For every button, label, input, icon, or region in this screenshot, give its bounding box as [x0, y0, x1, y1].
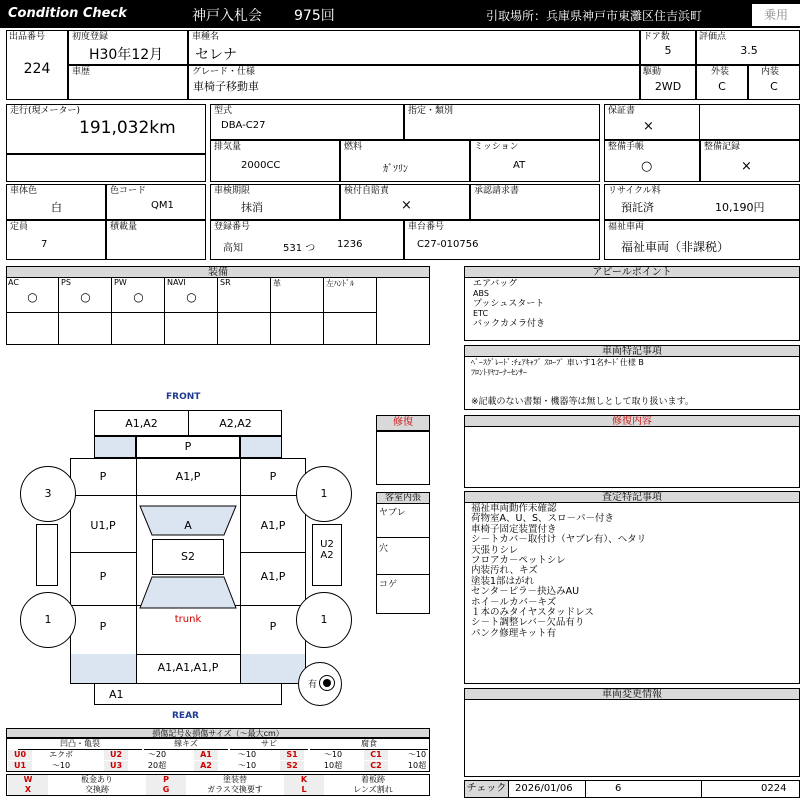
doors-value: 5: [664, 44, 672, 57]
score-box: [696, 30, 800, 65]
inspector-line: ホイ－ルカバ－キズ: [471, 596, 557, 608]
legend-code: A1: [194, 750, 218, 760]
recycle-status: 預託済: [621, 201, 654, 214]
equipment-value: ○: [27, 290, 38, 304]
grade-value: 車椅子移動車: [193, 80, 259, 93]
equipment-title: 装備: [6, 266, 430, 278]
designation-label: 指定・類別: [408, 106, 454, 116]
interior-row-tear: ヤブレ: [379, 508, 406, 518]
quarter-right-code: P: [269, 620, 277, 633]
capacity-value: 7: [41, 239, 48, 250]
taillight-left: [71, 654, 136, 683]
welfare-value: 福祉車両（非課税）: [621, 240, 730, 254]
fuel-value: ｶﾞｿﾘﾝ: [383, 164, 408, 175]
plate-class: 531 つ: [283, 243, 316, 254]
legend-code: G: [146, 785, 186, 795]
chassis-label: 車台番号: [408, 222, 445, 232]
tire-rear-left: [20, 592, 76, 648]
body-line: [70, 552, 136, 553]
legend-code: X: [8, 785, 48, 795]
side-panel-left: [36, 524, 58, 586]
reg-label: 初度登録: [72, 32, 109, 42]
equipment-column: [218, 277, 271, 345]
inspector-line: センタ－ピラ－抉込みAU: [471, 586, 580, 598]
seat-code: S2: [181, 550, 195, 563]
repair-title: 修復: [376, 415, 430, 431]
taillight-right: [241, 654, 305, 683]
capacity-box: [6, 220, 106, 260]
chassis-value: C27-010756: [417, 239, 479, 250]
legend-code: K: [284, 775, 324, 785]
legend-desc: ～10: [323, 750, 343, 759]
manual-label: 整備手帳: [608, 142, 645, 152]
equipment-label: NAVI: [167, 278, 186, 287]
chassis-box: [404, 220, 600, 260]
model-box: [188, 30, 640, 65]
legend-desc: ～10: [407, 750, 427, 759]
spare-tire-code: 有: [308, 680, 318, 690]
door-front-right-code: A1,P: [260, 519, 286, 532]
legend-group: 線キズ: [144, 739, 228, 750]
rear-bumper-code: A1,A1,A1,P: [157, 661, 219, 674]
legend-desc: 塗装替: [223, 775, 247, 784]
check-code: 0224: [761, 783, 787, 794]
inspector-line: フロアカ－ペットシレ: [471, 555, 566, 566]
legend-title: 損傷記号＆損傷サイズ（～最大cm）: [6, 728, 430, 738]
type-label: 型式: [214, 106, 233, 116]
color-box: [6, 184, 106, 220]
legend-code: A2: [194, 761, 218, 771]
inspector-line: 福祉車両動作未確認: [471, 503, 557, 514]
legend-code: U1: [8, 761, 32, 771]
inspection-label: 車検期限: [214, 186, 251, 196]
insurance-label: 検付自賠責: [344, 186, 390, 196]
roof-code: A: [184, 519, 192, 532]
inspection-value: 抹消: [241, 201, 263, 214]
inspector-box: [464, 502, 800, 684]
plate-area: 高知: [223, 243, 243, 254]
appeal-line: ABS: [473, 289, 489, 298]
special-line: ﾍﾞｰｽｸﾞﾚｰﾄﾞ:ﾁｪｱｷｬﾌﾞ ｽﾛｰﾌﾟ 車いす1名ｻｰﾄﾞ仕様 B: [471, 358, 644, 367]
quarter-left-code: P: [99, 620, 107, 633]
colorcode-label: 色コード: [110, 186, 147, 196]
int-box: [748, 65, 800, 100]
reg-box: [68, 30, 188, 65]
legend-code: S2: [280, 761, 304, 771]
warranty-divider: [699, 105, 700, 139]
legend-desc: 10超: [407, 761, 427, 770]
legend-group: サビ: [230, 739, 308, 750]
trunk-label: trunk: [174, 614, 202, 625]
capacity-label: 定員: [10, 222, 29, 232]
inspector-line: パンク修理キット有: [471, 627, 557, 639]
legend-code: L: [284, 785, 324, 795]
doors-box: [640, 30, 696, 65]
equipment-label: PW: [114, 278, 127, 287]
recycle-box: [604, 184, 800, 220]
history-label: 車歴: [72, 67, 91, 77]
welfare-box: [604, 220, 800, 260]
legend-desc: ～20: [147, 750, 167, 759]
tire-front-right-code: 1: [320, 487, 328, 500]
plate-box: [210, 220, 404, 260]
legend-code: U3: [104, 761, 128, 771]
approval-label: 承認請求書: [474, 186, 520, 196]
legend-code: S1: [280, 750, 304, 760]
model-name: セレナ: [195, 47, 237, 63]
body-line: [240, 552, 306, 553]
repair-detail-title: 修復内容: [464, 415, 800, 427]
front-bumper: [94, 410, 282, 436]
equipment-value: ○: [186, 290, 197, 304]
record-box: [700, 140, 800, 182]
legend-desc: 20超: [147, 761, 167, 770]
legend-code: U0: [8, 750, 32, 760]
insurance-value: ×: [401, 198, 412, 213]
legend-group: 凹凸・亀裂: [18, 739, 142, 750]
mission-box: [470, 140, 600, 182]
disp-box: [210, 140, 340, 182]
load-label: 積載量: [110, 222, 138, 232]
legend-code: C1: [364, 750, 388, 760]
model-label: 車種名: [192, 32, 220, 42]
equipment-column: [271, 277, 324, 345]
designation-box: [404, 104, 600, 140]
mileage-label: 走行(現メーター): [10, 106, 81, 116]
front-label: FRONT: [166, 392, 201, 402]
fuel-box: [340, 140, 470, 182]
equipment-column: [112, 277, 165, 345]
disp-label: 排気量: [214, 142, 242, 152]
fender-right-code: P: [269, 470, 277, 483]
lot-number: 224: [23, 61, 51, 77]
drive-label: 駆動: [643, 67, 662, 77]
manual-value: ○: [641, 159, 653, 174]
change-title: 車両変更情報: [464, 688, 800, 700]
legend-code: U2: [104, 750, 128, 760]
inspector-line: １本のみタイヤスタッドレス: [471, 607, 594, 618]
tire-rear-right: [296, 592, 352, 648]
history-box: [68, 65, 188, 100]
inspector-line: 荷物室A、U、S、スロ－パ－付き: [471, 513, 614, 525]
equipment-column: [324, 277, 377, 345]
pickup-location: 引取場所：兵庫県神戸市東灘区住吉浜町: [486, 9, 703, 23]
legend-desc: ガラス交換要す: [207, 785, 263, 794]
insurance-box: [340, 184, 470, 220]
check-number: 6: [615, 783, 622, 794]
legend-group: 腐食: [310, 739, 428, 750]
equipment-label: AC: [8, 278, 19, 287]
legend-code: W: [8, 775, 48, 785]
colorcode-value: QM1: [151, 200, 174, 211]
front-bumper-left-code: A1,A2: [125, 417, 158, 430]
colorcode-box: [106, 184, 206, 220]
seat-area: [152, 539, 224, 575]
body-line: [70, 495, 306, 496]
tire-front-right: [296, 466, 352, 522]
appeal-line: ETC: [473, 309, 489, 318]
equipment-value: ○: [80, 290, 91, 304]
disp-value: 2000CC: [241, 160, 281, 171]
legend-desc: ～10: [237, 761, 257, 770]
rear-panel: [94, 683, 282, 705]
color-label: 車体色: [10, 186, 38, 196]
welfare-label: 福祉車両: [608, 222, 645, 232]
rear-label: REAR: [172, 711, 199, 721]
check-divider: [585, 781, 586, 797]
headlight-right: [240, 436, 282, 458]
appeal-title: アピールポイント: [464, 266, 800, 278]
spare-hub-icon: [319, 675, 335, 691]
plate-number: 1236: [337, 239, 363, 250]
legend-code: C2: [364, 761, 388, 771]
lot-box: [6, 30, 68, 100]
inspector-line: 塗装1部はがれ: [471, 575, 535, 587]
grade-label: グレード・仕様: [192, 67, 256, 77]
side-right-code: U2 A2: [320, 539, 334, 561]
plate-label: 登録番号: [214, 222, 251, 232]
warranty-value: ×: [643, 119, 654, 134]
spare-tire: [298, 662, 342, 706]
legend-desc: 板金あり: [81, 775, 113, 784]
appeal-box: [464, 277, 800, 341]
inspector-line: 天張りシレ: [471, 544, 519, 556]
drive-value: 2WD: [654, 80, 682, 93]
brand-title: Condition Check: [8, 6, 127, 21]
legend-desc: 着板跡: [361, 775, 385, 784]
inspector-line: シ－トカバ－取付け（ヤブレ有）、ヘタリ: [471, 534, 647, 546]
interior-title: 客室内張: [376, 492, 430, 504]
approval-box: [470, 184, 600, 220]
front-bumper-right-code: A2,A2: [219, 417, 252, 430]
appeal-line: プッシュスタート: [473, 299, 545, 309]
rear-bumper: [136, 655, 240, 683]
tire-front-left-code: 3: [44, 487, 52, 500]
legend-desc: 10超: [323, 761, 343, 770]
special-note: ※記載のない書類・機器等は無しとして取り扱います。: [471, 397, 694, 407]
auction-name: 神戸入札会: [192, 8, 262, 24]
inspector-line: 内装汚れ、キズ: [471, 565, 538, 577]
fender-left-code: P: [99, 470, 107, 483]
mission-label: ミッション: [474, 142, 519, 152]
recycle-amount: 10,190円: [715, 201, 765, 214]
grille-code: P: [184, 440, 192, 453]
check-date: 2026/01/06: [515, 783, 573, 794]
equipment-column: [59, 277, 112, 345]
check-row: [464, 780, 800, 798]
record-label: 整備記録: [704, 142, 741, 152]
warranty-label: 保証書: [608, 106, 636, 116]
door-rear-right-code: A1,P: [260, 570, 286, 583]
equipment-label: 左ﾊﾝﾄﾞﾙ: [326, 279, 354, 288]
mileage-value: 191,032km: [79, 118, 176, 138]
score-label: 評価点: [699, 32, 727, 42]
type-box: [210, 104, 404, 140]
mission-value: AT: [513, 160, 526, 171]
mileage-extra: [6, 154, 206, 182]
interior-box: [376, 503, 430, 614]
record-value: ×: [741, 159, 752, 174]
change-box: [464, 699, 800, 777]
tire-front-left: [20, 466, 76, 522]
equipment-column: [165, 277, 218, 345]
int-label: 内装: [761, 67, 780, 77]
appeal-line: エアバッグ: [473, 279, 518, 289]
score-value: 3.5: [740, 44, 758, 57]
mileage-box: [6, 104, 206, 154]
manual-box: [604, 140, 700, 182]
top-bar: [0, 0, 800, 28]
interior-row-burn: コゲ: [379, 580, 398, 590]
inspector-line: シ－ト調整レバ－欠品有り: [471, 617, 585, 629]
equipment-label: SR: [220, 278, 231, 287]
warranty-box: [604, 104, 800, 140]
load-box: [106, 220, 206, 260]
ext-box: [696, 65, 748, 100]
door-front-left-code: U1,P: [90, 519, 116, 532]
side-panel-right: [312, 524, 342, 586]
door-rear-left-code: P: [99, 570, 107, 583]
spare-hub-dot: [323, 679, 331, 687]
inspector-title: 査定特記事項: [464, 491, 800, 503]
ext-value: C: [718, 80, 726, 93]
tire-rear-right-code: 1: [320, 613, 328, 626]
equipment-value: ○: [133, 290, 144, 304]
legend-code: P: [146, 775, 186, 785]
type-value: DBA-C27: [221, 120, 266, 131]
interior-divider: [377, 574, 429, 575]
repair-detail-box: [464, 426, 800, 488]
grade-box: [188, 65, 640, 100]
repair-box: [376, 431, 430, 485]
equipment-label: PS: [61, 278, 71, 287]
legend-desc: ～10: [51, 761, 71, 770]
lot-label: 出品番号: [9, 32, 46, 42]
auction-session: 975回: [294, 8, 335, 24]
legend-table-2: [6, 774, 430, 796]
fuel-label: 燃料: [344, 142, 363, 152]
drive-box: [640, 65, 696, 100]
legend-desc: エクボ: [49, 750, 73, 759]
inspection-box: [210, 184, 340, 220]
legend-desc: レンズ割れ: [353, 785, 393, 794]
rear-panel-code: A1: [109, 688, 124, 701]
first-registration: H30年12月: [89, 47, 164, 63]
headlight-left: [94, 436, 136, 458]
recycle-label: リサイクル料: [608, 186, 661, 196]
special-title: 車両特記事項: [464, 345, 800, 357]
color-value: 白: [51, 201, 62, 214]
special-line: ﾌﾛﾝﾄﾘﾔｺｰﾅｰｾﾝｻｰ: [471, 368, 527, 377]
equipment-column: [6, 277, 59, 345]
rear-window: [140, 577, 236, 608]
doors-label: ドア数: [643, 32, 670, 42]
hood-code: A1,P: [175, 470, 201, 483]
inspector-line: 車椅子固定装置付き: [471, 523, 557, 535]
legend-desc: 交換跡: [85, 785, 109, 794]
category-badge: 乗用: [752, 4, 800, 26]
interior-divider: [377, 537, 429, 538]
tire-rear-left-code: 1: [44, 613, 52, 626]
check-label: チェック: [465, 781, 509, 797]
legend-desc: ～10: [237, 750, 257, 759]
int-value: C: [770, 80, 778, 93]
front-grille: [136, 436, 240, 458]
ext-label: 外装: [711, 67, 730, 77]
appeal-line: バックカメラ付き: [473, 319, 546, 329]
check-divider: [701, 781, 702, 797]
equipment-label: 革: [273, 279, 281, 288]
interior-row-hole: 穴: [379, 544, 389, 554]
special-box: [464, 356, 800, 410]
